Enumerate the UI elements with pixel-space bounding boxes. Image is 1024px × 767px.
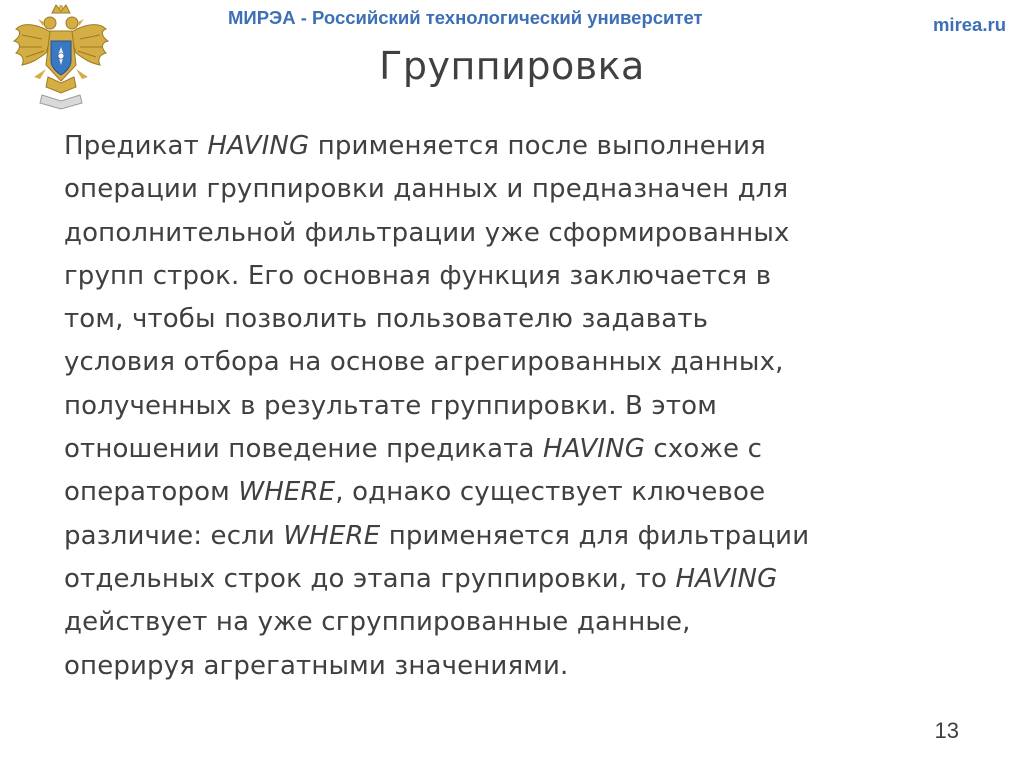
body-line [64,125,979,168]
keyword-text: HAVING [675,563,778,594]
body-text-segment: оперируя агрегатными значениями. [64,650,569,681]
body-text-segment: том, чтобы позволить пользователю задавать [64,304,709,335]
body-line [64,298,979,341]
header-institution: МИРЭА - Российский технологический университет [228,7,703,28]
body-line [64,341,979,384]
keyword-text: HAVING [543,434,646,465]
body-text-segment: дополнительной фильтрации уже сформированных [64,217,790,248]
body-text-segment: , однако существует ключевое [335,477,766,508]
body-line [64,255,979,298]
body-text-segment: применяется для фильтрации [380,520,810,551]
keyword-text: HAVING [207,131,310,161]
keyword-text: WHERE [283,520,381,551]
body-line [64,558,979,601]
header-site-link[interactable]: mirea.ru [932,14,1006,35]
body-text-segment: оператором [64,477,239,508]
body-line [64,471,979,514]
body-line [64,168,979,211]
body-text-segment: групп строк. Его основная функция заключается в [64,260,772,291]
body-text-segment: отдельных строк до этапа группировки, то [64,563,676,594]
page-number: 13 [934,718,959,743]
body-text-segment: различие: если [64,520,284,551]
body-line [64,428,979,471]
body-text-segment: отношении поведение предиката [64,434,544,465]
body-text-segment: операции группировки данных и предназначен для [64,174,789,205]
body-text-segment: применяется после выполнения [309,131,766,161]
body-line [64,601,979,644]
body-text-segment: схоже с [645,434,763,465]
body-text-segment: условия отбора на основе агрегированных данных, [64,347,784,378]
body-text-segment: действует на уже сгруппированные данные, [64,607,691,638]
body-line [64,212,979,255]
body-line [64,645,979,688]
body-text-segment: Предикат [64,131,208,161]
body-line [64,385,979,428]
body-text-segment: полученных в результате группировки. В этом [64,390,717,421]
keyword-text: WHERE [238,477,336,508]
slide-title: Группировка [379,44,645,88]
body-line [64,515,979,558]
slide-body-text [64,125,979,688]
